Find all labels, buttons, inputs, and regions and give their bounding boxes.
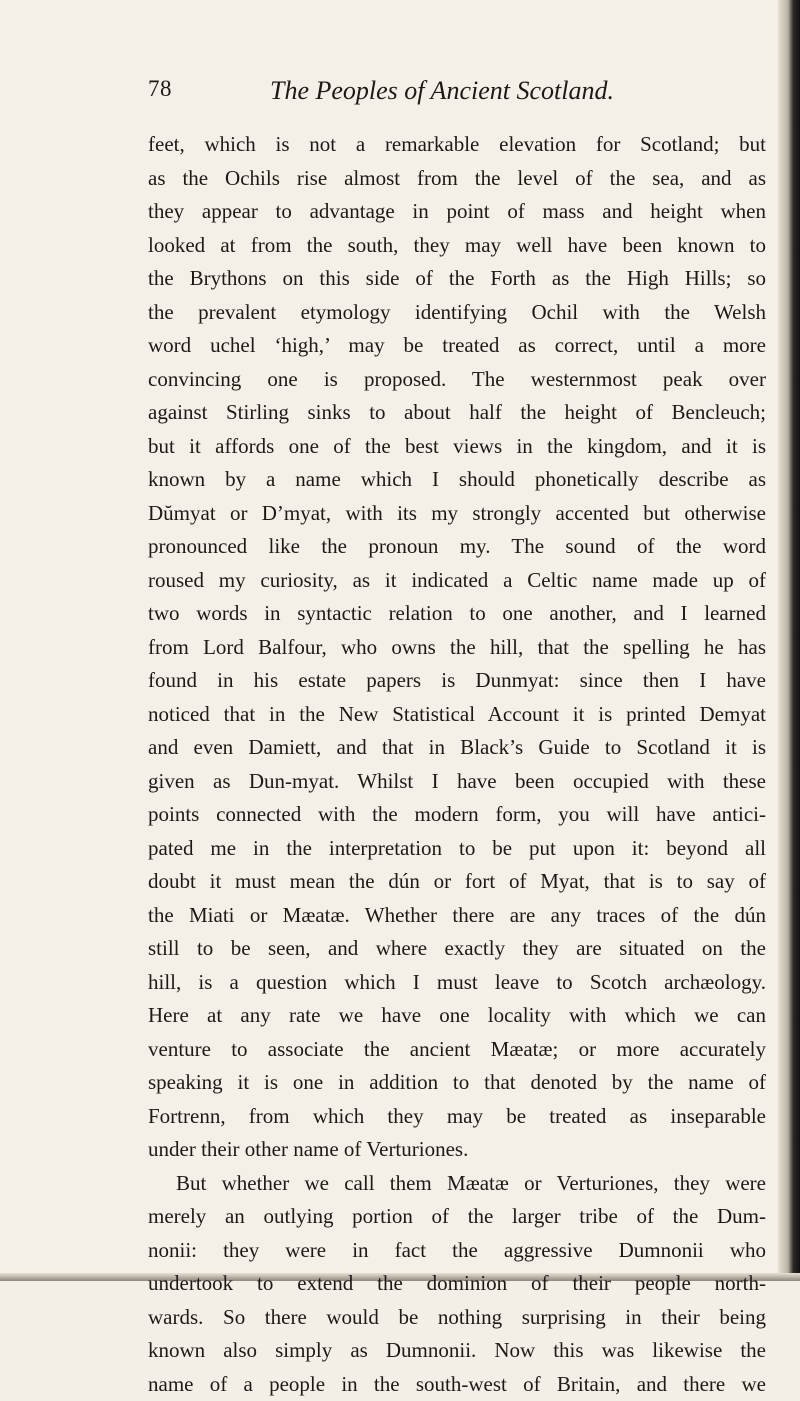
- text-line: undertook to extend the dominion of their people north-: [148, 1267, 766, 1301]
- text-line: known also simply as Dumnonii. Now this was likewise the: [148, 1334, 766, 1368]
- text-line: against Stirling sinks to about half the height of Bencleuch;: [148, 396, 766, 430]
- text-line: pronounced like the pronoun my. The sound of the word: [148, 530, 766, 564]
- text-line: known by a name which I should phonetically describe as: [148, 463, 766, 497]
- text-line: hill, is a question which I must leave to Scotch archæology.: [148, 966, 766, 1000]
- text-line: but it affords one of the best views in the kingdom, and it is: [148, 430, 766, 464]
- text-line: Fortrenn, from which they may be treated as inseparable: [148, 1100, 766, 1134]
- text-line: looked at from the south, they may well have been known to: [148, 229, 766, 263]
- text-line: found in his estate papers is Dunmyat: since then I have: [148, 664, 766, 698]
- text-line: as the Ochils rise almost from the level of the sea, and as: [148, 162, 766, 196]
- text-line: noticed that in the New Statistical Account it is printed Demyat: [148, 698, 766, 732]
- running-head: [148, 76, 748, 110]
- book-spine-shadow: [778, 0, 800, 1281]
- text-line: merely an outlying portion of the larger tribe of the Dum-: [148, 1200, 766, 1234]
- text-line: doubt it must mean the dún or fort of Myat, that is to say of: [148, 865, 766, 899]
- text-line: the prevalent etymology identifying Ochil with the Welsh: [148, 296, 766, 330]
- text-line: wards. So there would be nothing surprising in their being: [148, 1301, 766, 1335]
- body-text: [148, 128, 766, 1258]
- text-line: feet, which is not a remarkable elevation for Scotland; but: [148, 128, 766, 162]
- page-number: 78: [148, 76, 172, 102]
- text-line: given as Dun-myat. Whilst I have been occupied with these: [148, 765, 766, 799]
- text-line: name of a people in the south-west of Britain, and there we: [148, 1368, 766, 1401]
- paragraph-start-line: But whether we call them Mæatæ or Verturiones, they were: [148, 1167, 766, 1201]
- text-line: roused my curiosity, as it indicated a Celtic name made up of: [148, 564, 766, 598]
- paragraph-end-line: under their other name of Verturiones.: [148, 1133, 766, 1167]
- text-line: and even Damiett, and that in Black’s Guide to Scotland it is: [148, 731, 766, 765]
- text-line: from Lord Balfour, who owns the hill, that the spelling he has: [148, 631, 766, 665]
- text-line: Here at any rate we have one locality with which we can: [148, 999, 766, 1033]
- text-line: the Brythons on this side of the Forth as the High Hills; so: [148, 262, 766, 296]
- text-line: speaking it is one in addition to that denoted by the name of: [148, 1066, 766, 1100]
- text-line: Dŭmyat or D’myat, with its my strongly accented but otherwise: [148, 497, 766, 531]
- text-line: pated me in the interpretation to be put upon it: beyond all: [148, 832, 766, 866]
- text-line: they appear to advantage in point of mass and height when: [148, 195, 766, 229]
- text-line: word uchel ‘high,’ may be treated as correct, until a more: [148, 329, 766, 363]
- text-line: points connected with the modern form, you will have antici-: [148, 798, 766, 832]
- text-line: convincing one is proposed. The westernmost peak over: [148, 363, 766, 397]
- text-line: two words in syntactic relation to one another, and I learned: [148, 597, 766, 631]
- text-line: venture to associate the ancient Mæatæ; or more accurately: [148, 1033, 766, 1067]
- text-line: nonii: they were in fact the aggressive Dumnonii who: [148, 1234, 766, 1268]
- text-line: the Miati or Mæatæ. Whether there are any traces of the dún: [148, 899, 766, 933]
- text-line: still to be seen, and where exactly they are situated on the: [148, 932, 766, 966]
- running-title: The Peoples of Ancient Scotland.: [270, 76, 614, 106]
